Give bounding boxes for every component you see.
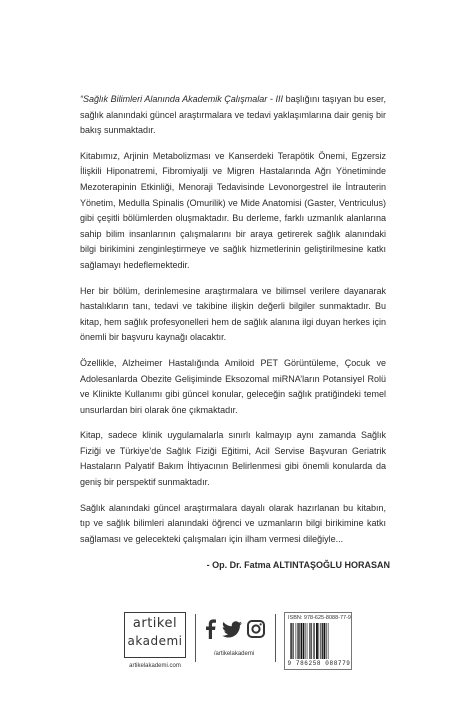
barcode-bar bbox=[296, 623, 297, 659]
barcode-bar bbox=[328, 623, 329, 659]
back-cover-text bbox=[80, 92, 386, 557]
barcode-bar bbox=[320, 623, 321, 659]
twitter-icon[interactable] bbox=[222, 621, 242, 638]
paragraph-closing: Sağlık alanındaki güncel araştırmalara dayalı olarak hazırlanan bu kitabın, tıp ve sağlık bilimleri alanındaki öğrenci ve uzmanların bilgi birikimine katkı sağlaması ve gelecekteki çalışmaları için ilham vermesi dileğiyle... bbox=[80, 502, 386, 544]
barcode-bar bbox=[319, 623, 320, 659]
facebook-icon[interactable] bbox=[203, 619, 217, 639]
isbn-digits: 9 786258 088779 bbox=[287, 660, 351, 667]
paragraph-perspective: Kitap, sadece klinik uygulamalarla sınırlı kalmayıp aynı zamanda Sağlık Fiziği ve Türkiye’de Sağlık Fiziği Eğitimi, Acil Servise Başvuran Geriatrik Hastaların Palyatif Bakım İhtiyacının Belirlenmesi gibi önemli konularda da geniş bir perspektif sunmaktadır. bbox=[80, 430, 386, 488]
divider bbox=[275, 614, 276, 662]
intro-rest: başlığını taşıyan bu eser, sağlık alanındaki güncel araştırmalara ve tedavi yaklaşımlarına dair geniş bir bakış sunmaktadır. bbox=[80, 94, 386, 136]
barcode-bar bbox=[299, 623, 300, 659]
logo-top-text: artikel bbox=[132, 616, 178, 631]
barcode-bar bbox=[291, 623, 292, 659]
barcode bbox=[289, 623, 349, 659]
publisher-url: artikelakademi.com bbox=[129, 663, 181, 669]
paragraph-topics: Özellikle, Alzheimer Hastalığında Amiloid PET Görüntüleme, Çocuk ve Adolesanlarda Obezite Gelişiminde Eksozomal miRNA’ların Potansiyel Rolü ve Klinikte Kullanımı gibi güncel konular, geleceğin sağlık pratiğindeki temel unsurlardan biri olarak öne çıkmaktadır. bbox=[80, 357, 386, 415]
barcode-bar bbox=[323, 623, 325, 659]
intro-paragraph bbox=[80, 92, 386, 139]
barcode-bar bbox=[301, 623, 303, 659]
barcode-bar bbox=[293, 623, 294, 659]
social-icons bbox=[203, 618, 265, 640]
book-title-quote: “Sağlık Bilimleri Alanında Akademik Çalışmalar - III bbox=[80, 94, 284, 104]
barcode-bar bbox=[322, 623, 323, 659]
publisher-logo bbox=[124, 612, 186, 658]
logo-bottom-text: akademi bbox=[127, 634, 183, 648]
barcode-bar bbox=[305, 623, 306, 659]
barcode-bar bbox=[316, 623, 318, 659]
author-signature: - Op. Dr. Fatma ALTINTAŞOĞLU HORASAN bbox=[206, 560, 390, 570]
barcode-bar bbox=[303, 623, 304, 659]
paragraph-chapters: Kitabımız, Arjinin Metabolizması ve Kanserdeki Terapötik Önemi, Egzersiz İlişkili Hiponatremi, Fibromiyalji ve Migren Hastalarında Ağrı Yönetiminde Mezoterapinin Etkinliği, Menoraji Tedavisinde Levonorgestrel ile İntrauterin Yönetim, Medulla Spinalis (Omurilik) ve Mide Anatomisi (Gaster, Ventriculus) gibi çeşitli bölümlerden oluşmaktadır. Bu derleme, farklı uzmanlık alanlarına sahip bilim insanlarının çalışmalarını bir araya getirerek sağlık alanındaki bilgi birikimini zenginleştirmeye ve sağlık hizmetlerinin geliştirilmesine katkı sağlamayı hedeflemektedir. bbox=[80, 150, 386, 270]
isbn-label: ISBN: 978-625-8088-77-9 bbox=[288, 615, 351, 621]
instagram-icon[interactable] bbox=[247, 620, 265, 638]
barcode-bar bbox=[314, 623, 315, 659]
barcode-bar bbox=[309, 623, 310, 659]
barcode-bar bbox=[313, 623, 314, 659]
paragraph-sections: Her bir bölüm, derinlemesine araştırmalara ve bilimsel verilere dayanarak hastalıkların tanı, tedavi ve takibine ilişkin değerli bilgiler sunmaktadır. Bu kitap, hem sağlık profesyonelleri hem de sağlık alanına ilgi duyan herkes için önemli bir başvuru kaynağı olacaktır. bbox=[80, 285, 386, 343]
barcode-bar bbox=[310, 623, 311, 659]
barcode-bar bbox=[307, 623, 308, 659]
isbn-barcode-box bbox=[284, 612, 352, 670]
social-handle: /artikelakademi bbox=[213, 651, 255, 657]
barcode-bar bbox=[326, 623, 327, 659]
barcode-bar bbox=[297, 623, 298, 659]
barcode-bar bbox=[290, 623, 291, 659]
